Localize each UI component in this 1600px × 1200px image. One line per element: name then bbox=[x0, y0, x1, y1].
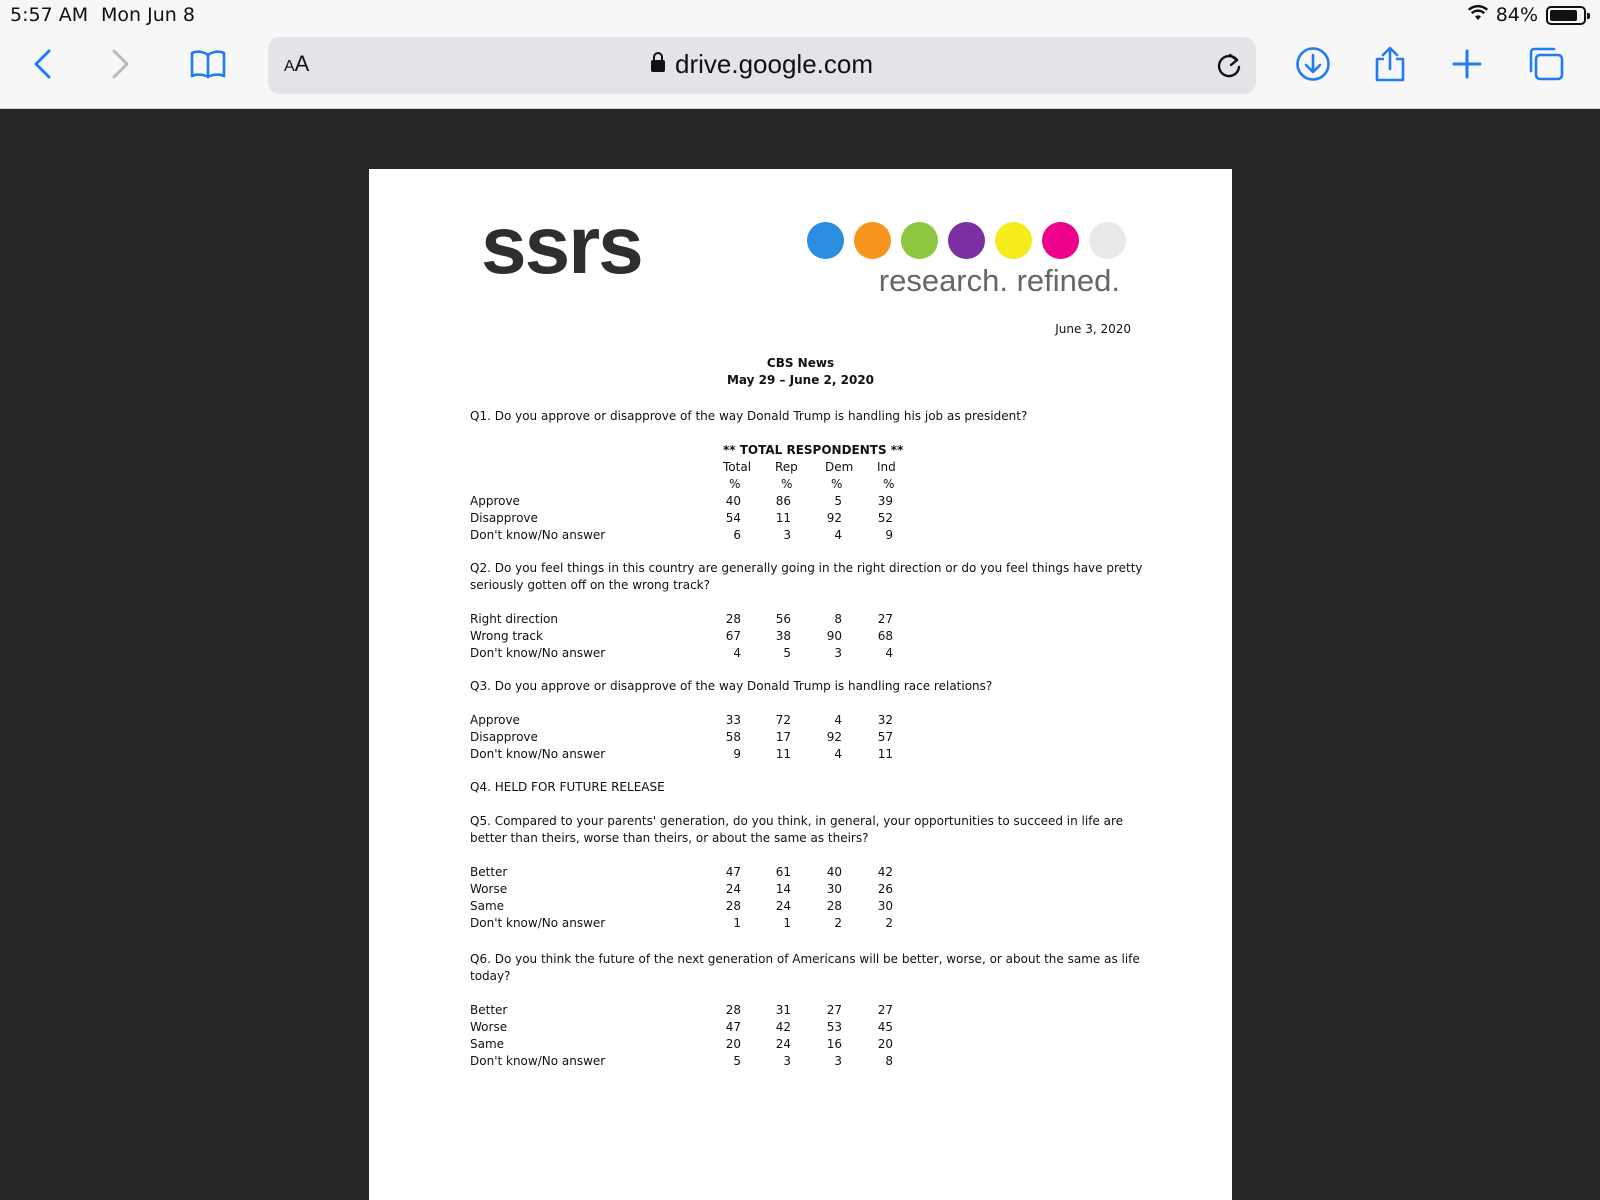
cell-value: 54 bbox=[725, 511, 741, 525]
cell-value: 4 bbox=[733, 646, 741, 660]
banner-header: ** TOTAL RESPONDENTS ** bbox=[723, 443, 904, 457]
table-row bbox=[470, 712, 930, 729]
cell-value: 6 bbox=[733, 528, 741, 542]
cell-value: 27 bbox=[826, 1003, 842, 1017]
new-tab-button[interactable] bbox=[1445, 44, 1489, 88]
tabs-icon bbox=[1527, 46, 1565, 86]
cell-value: 16 bbox=[826, 1037, 842, 1051]
table-row bbox=[470, 645, 930, 662]
logo-dot bbox=[807, 222, 844, 259]
cell-value: 31 bbox=[775, 1003, 791, 1017]
cell-value: 8 bbox=[885, 1054, 893, 1068]
plus-icon bbox=[1452, 49, 1482, 83]
document-page bbox=[369, 169, 1232, 1200]
cell-value: 5 bbox=[733, 1054, 741, 1068]
cell-value: 3 bbox=[783, 528, 791, 542]
cell-value: 42 bbox=[775, 1020, 791, 1034]
column-percent: % bbox=[781, 477, 793, 491]
cell-value: 56 bbox=[775, 612, 791, 626]
cell-value: 17 bbox=[775, 730, 791, 744]
cell-value: 14 bbox=[775, 882, 791, 896]
chevron-left-icon bbox=[31, 48, 55, 84]
document-date: June 3, 2020 bbox=[1055, 322, 1131, 336]
logo-dots bbox=[807, 222, 1126, 259]
cell-value: 1 bbox=[733, 916, 741, 930]
row-label: Don't know/No answer bbox=[470, 1054, 606, 1068]
cell-value: 28 bbox=[725, 612, 741, 626]
table-row bbox=[470, 628, 930, 645]
wifi-icon bbox=[1468, 4, 1488, 26]
book-icon bbox=[190, 49, 226, 83]
row-label: Wrong track bbox=[470, 629, 543, 643]
cell-value: 28 bbox=[725, 1003, 741, 1017]
question-text: Q2. Do you feel things in this country are generally going in the right direction or do you feel things have pretty seriously gotten off on the wrong track? bbox=[470, 561, 1143, 592]
row-label: Don't know/No answer bbox=[470, 646, 606, 660]
column-percent: % bbox=[831, 477, 843, 491]
cell-value: 53 bbox=[826, 1020, 842, 1034]
cell-value: 72 bbox=[775, 713, 791, 727]
question-text: Q3. Do you approve or disapprove of the way Donald Trump is handling race relations? bbox=[470, 679, 993, 693]
cell-value: 9 bbox=[885, 528, 893, 542]
cell-value: 92 bbox=[826, 511, 842, 525]
cell-value: 47 bbox=[725, 865, 741, 879]
cell-value: 4 bbox=[834, 747, 842, 761]
cell-value: 2 bbox=[834, 916, 842, 930]
cell-value: 92 bbox=[826, 730, 842, 744]
column-header: Rep bbox=[775, 460, 798, 474]
row-label: Worse bbox=[470, 882, 508, 896]
logo-dot bbox=[948, 222, 985, 259]
table-row bbox=[470, 729, 930, 746]
cell-value: 11 bbox=[877, 747, 893, 761]
column-header: Dem bbox=[825, 460, 854, 474]
cell-value: 33 bbox=[725, 713, 741, 727]
cell-value: 2 bbox=[885, 916, 893, 930]
battery-icon bbox=[1546, 6, 1586, 25]
field-dates: May 29 – June 2, 2020 bbox=[726, 373, 875, 387]
table-row bbox=[470, 864, 930, 881]
logo-dot bbox=[1042, 222, 1079, 259]
table-row bbox=[470, 493, 930, 510]
row-label: Disapprove bbox=[470, 730, 538, 744]
row-label: Don't know/No answer bbox=[470, 916, 606, 930]
cell-value: 40 bbox=[725, 494, 741, 508]
row-label: Disapprove bbox=[470, 511, 538, 525]
cell-value: 40 bbox=[826, 865, 842, 879]
cell-value: 20 bbox=[725, 1037, 741, 1051]
row-label: Don't know/No answer bbox=[470, 528, 606, 542]
tabs-button[interactable] bbox=[1524, 44, 1568, 88]
client-name: CBS News bbox=[766, 356, 835, 370]
share-button[interactable] bbox=[1368, 44, 1412, 88]
table-row bbox=[470, 1019, 930, 1036]
status-time: 5:57 AM bbox=[10, 4, 89, 26]
cell-value: 3 bbox=[783, 1054, 791, 1068]
url-text: drive.google.com bbox=[675, 49, 873, 79]
cell-value: 52 bbox=[877, 511, 893, 525]
column-percent: % bbox=[883, 477, 895, 491]
column-header: Total bbox=[723, 460, 752, 474]
cell-value: 90 bbox=[826, 629, 842, 643]
cell-value: 4 bbox=[834, 713, 842, 727]
table-row bbox=[470, 881, 930, 898]
status-bar bbox=[0, 0, 1600, 30]
cell-value: 3 bbox=[834, 1054, 842, 1068]
column-percent: % bbox=[729, 477, 741, 491]
row-label: Right direction bbox=[470, 612, 559, 626]
status-right bbox=[1468, 4, 1586, 26]
cell-value: 57 bbox=[877, 730, 893, 744]
question-text: Q1. Do you approve or disapprove of the way Donald Trump is handling his job as president? bbox=[470, 409, 1028, 423]
download-button[interactable] bbox=[1291, 44, 1335, 88]
logo-dot bbox=[901, 222, 938, 259]
row-label: Approve bbox=[470, 494, 520, 508]
cell-value: 5 bbox=[783, 646, 791, 660]
cell-value: 24 bbox=[775, 899, 791, 913]
cell-value: 86 bbox=[775, 494, 791, 508]
row-label: Same bbox=[470, 899, 505, 913]
browser-chrome bbox=[0, 0, 1600, 109]
reload-button[interactable] bbox=[1216, 51, 1242, 83]
row-label: Same bbox=[470, 1037, 505, 1051]
table-row bbox=[470, 915, 930, 932]
cell-value: 1 bbox=[783, 916, 791, 930]
table-row bbox=[470, 611, 930, 628]
address-bar[interactable] bbox=[268, 37, 1256, 94]
reload-icon bbox=[1216, 64, 1242, 83]
status-date: Mon Jun 8 bbox=[101, 4, 195, 26]
bookmarks-button[interactable] bbox=[186, 44, 230, 88]
cell-value: 11 bbox=[775, 511, 791, 525]
cell-value: 9 bbox=[733, 747, 741, 761]
cell-value: 58 bbox=[725, 730, 741, 744]
table-row bbox=[470, 510, 930, 527]
row-label: Approve bbox=[470, 713, 520, 727]
cell-value: 8 bbox=[834, 612, 842, 626]
url-display[interactable] bbox=[268, 49, 1256, 80]
logo-tagline: research. refined. bbox=[878, 263, 1120, 298]
cell-value: 38 bbox=[775, 629, 791, 643]
lock-icon bbox=[651, 60, 665, 72]
ssrs-logo: ssrs bbox=[481, 200, 642, 291]
cell-value: 20 bbox=[877, 1037, 893, 1051]
logo-dot bbox=[1089, 222, 1126, 259]
cell-value: 28 bbox=[826, 899, 842, 913]
cell-value: 3 bbox=[834, 646, 842, 660]
forward-button[interactable] bbox=[98, 44, 142, 88]
cell-value: 27 bbox=[877, 612, 893, 626]
cell-value: 26 bbox=[877, 882, 893, 896]
back-button[interactable] bbox=[21, 44, 65, 88]
logo-dot bbox=[995, 222, 1032, 259]
table-row bbox=[470, 1036, 930, 1053]
table-row bbox=[470, 527, 930, 544]
column-header: Ind bbox=[877, 460, 896, 474]
row-label: Better bbox=[470, 865, 508, 879]
question-text: Q5. Compared to your parents' generation, do you think, in general, your opportunities to succeed in life are better than theirs, worse than theirs, or about the same as theirs? bbox=[470, 814, 1124, 845]
cell-value: 5 bbox=[834, 494, 842, 508]
cell-value: 47 bbox=[725, 1020, 741, 1034]
cell-value: 4 bbox=[885, 646, 893, 660]
cell-value: 4 bbox=[834, 528, 842, 542]
cell-value: 67 bbox=[725, 629, 741, 643]
row-label: Don't know/No answer bbox=[470, 747, 606, 761]
row-label: Better bbox=[470, 1003, 508, 1017]
table-row bbox=[470, 746, 930, 763]
table-row bbox=[470, 898, 930, 915]
share-icon bbox=[1373, 45, 1407, 87]
cell-value: 28 bbox=[725, 899, 741, 913]
cell-value: 24 bbox=[725, 882, 741, 896]
cell-value: 68 bbox=[877, 629, 893, 643]
cell-value: 61 bbox=[775, 865, 791, 879]
cell-value: 32 bbox=[877, 713, 893, 727]
battery-percent: 84% bbox=[1495, 4, 1538, 26]
table-row bbox=[470, 1002, 930, 1019]
text-size-button[interactable]: AA bbox=[284, 51, 310, 76]
cell-value: 45 bbox=[877, 1020, 893, 1034]
cell-value: 24 bbox=[775, 1037, 791, 1051]
cell-value: 11 bbox=[775, 747, 791, 761]
cell-value: 30 bbox=[877, 899, 893, 913]
question-text: Q6. Do you think the future of the next generation of Americans will be better, worse, or about the same as life today? bbox=[470, 952, 1140, 983]
cell-value: 27 bbox=[877, 1003, 893, 1017]
chevron-right-icon bbox=[108, 48, 132, 84]
table-row bbox=[470, 1053, 930, 1070]
cell-value: 30 bbox=[826, 882, 842, 896]
cell-value: 42 bbox=[877, 865, 893, 879]
download-icon bbox=[1295, 46, 1331, 86]
question-text: Q4. HELD FOR FUTURE RELEASE bbox=[470, 780, 665, 794]
cell-value: 39 bbox=[877, 494, 893, 508]
row-label: Worse bbox=[470, 1020, 508, 1034]
logo-dot bbox=[854, 222, 891, 259]
